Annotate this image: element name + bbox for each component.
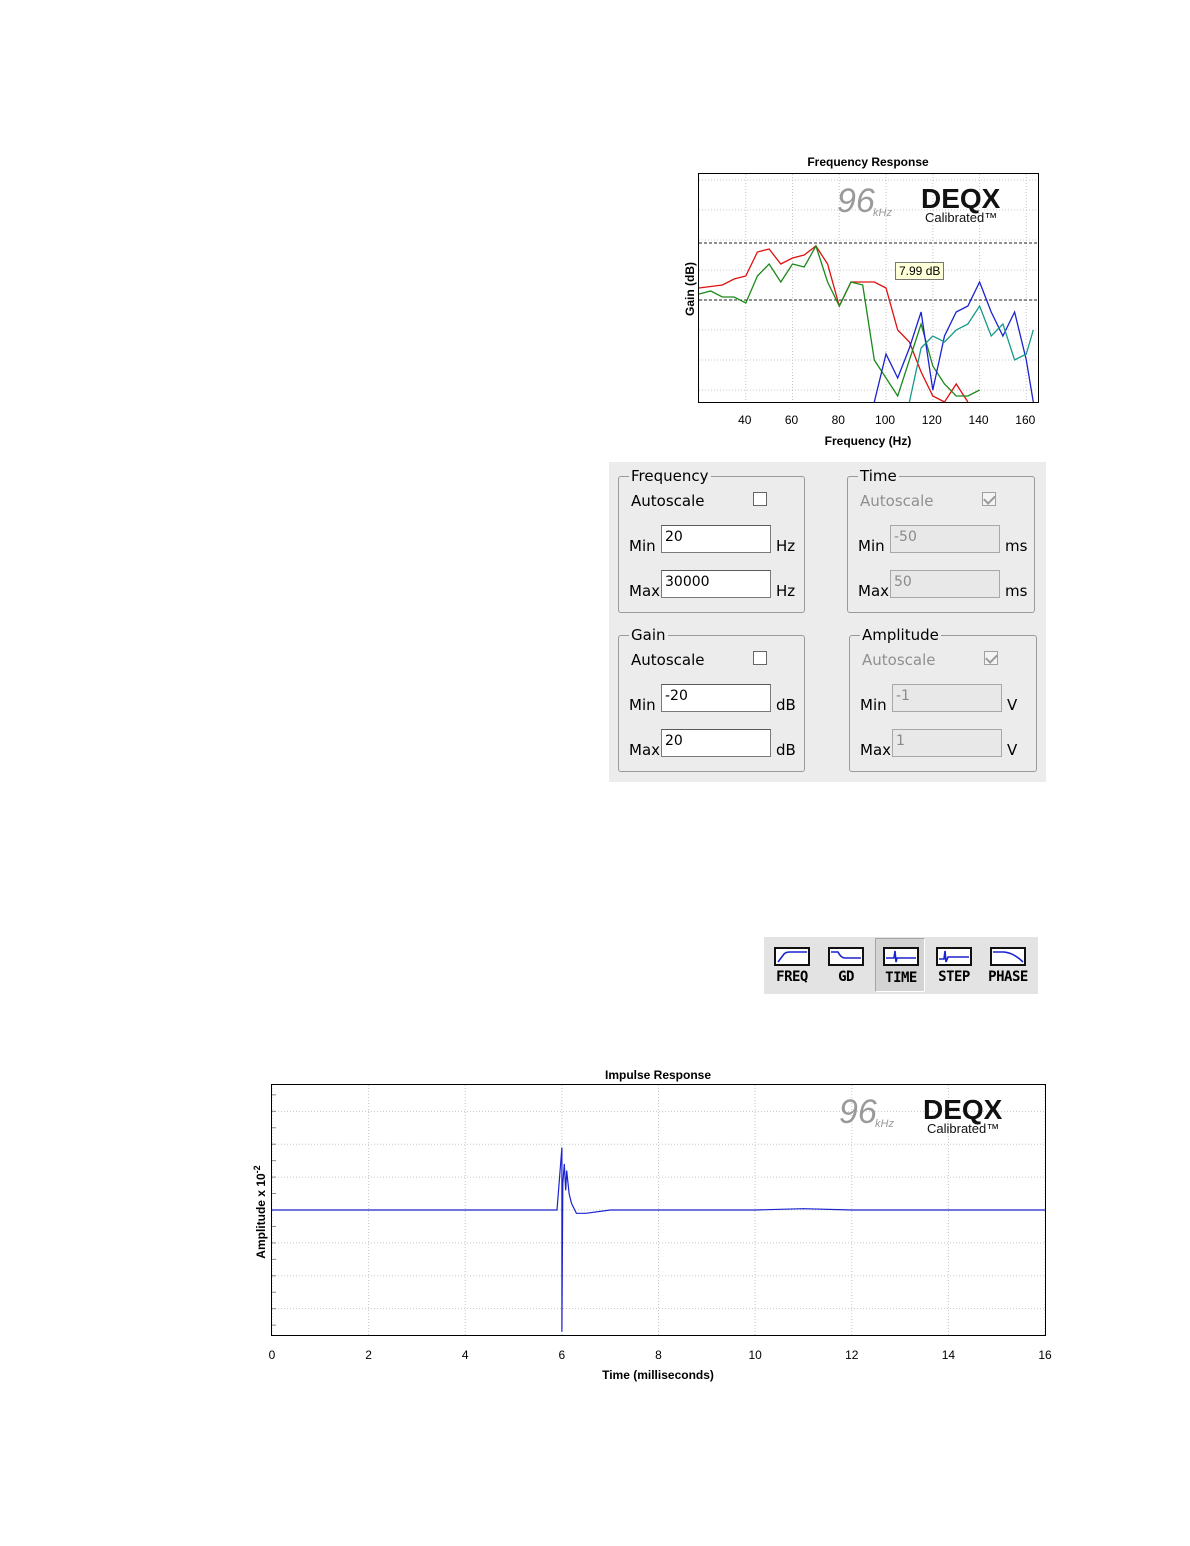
gain-max-unit: dB <box>776 741 796 759</box>
step-icon <box>936 947 972 966</box>
freq-x-tick-3: 100 <box>875 413 896 427</box>
gain-min-input[interactable]: -20 <box>661 684 771 712</box>
imp-x-tick-1: 2 <box>365 1348 372 1362</box>
frequency-max-label: Max <box>629 582 661 600</box>
freq-logo <box>835 178 1035 231</box>
phase-button-label: PHASE <box>988 969 1028 985</box>
amplitude-max-label: Max <box>860 741 892 759</box>
frequency-autoscale-label: Autoscale <box>631 492 705 510</box>
time-autoscale-checkbox[interactable] <box>982 492 996 506</box>
freq-x-tick-4: 120 <box>921 413 942 427</box>
frequency-min-unit: Hz <box>776 537 796 555</box>
impulse-x-ticks <box>264 1348 1064 1364</box>
frequency-group-title: Frequency <box>631 467 709 485</box>
step-view-button[interactable] <box>929 939 979 993</box>
gd-button-label: GD <box>838 969 854 985</box>
step-button-label: STEP <box>938 969 970 985</box>
freq-curve-icon <box>774 947 810 966</box>
gain-tooltip: 7.99 dB <box>895 262 944 280</box>
gd-view-button[interactable] <box>821 939 871 993</box>
amplitude-min-unit: V <box>1007 696 1018 714</box>
freq-x-tick-2: 80 <box>831 413 845 427</box>
time-max-label: Max <box>858 582 890 600</box>
freq-x-tick-6: 160 <box>1015 413 1036 427</box>
imp-x-tick-3: 6 <box>558 1348 566 1362</box>
freq-plot-area[interactable] <box>698 173 1039 403</box>
phase-icon <box>990 947 1026 966</box>
amplitude-autoscale-label: Autoscale <box>862 651 936 669</box>
logo-khz-text: kHz <box>873 207 892 219</box>
gain-min-unit: dB <box>776 696 796 714</box>
amplitude-group-title: Amplitude <box>862 626 939 644</box>
freq-x-axis-label: Frequency (Hz) <box>824 434 912 448</box>
impulse-chart-title: Impulse Response <box>604 1068 712 1082</box>
view-toolbar <box>764 937 1038 994</box>
freq-button-label: FREQ <box>776 969 808 985</box>
amplitude-min-label: Min <box>860 696 887 714</box>
impulse-plot-area[interactable] <box>271 1084 1046 1336</box>
gain-group-title: Gain <box>631 626 666 644</box>
phase-view-button[interactable] <box>983 939 1033 993</box>
time-min-input[interactable]: -50 <box>890 525 1000 553</box>
impulse-x-axis-label: Time (milliseconds) <box>602 1368 714 1382</box>
axis-settings-panel <box>609 462 1046 782</box>
freq-x-tick-5: 140 <box>968 413 989 427</box>
amplitude-min-input[interactable]: -1 <box>892 684 1002 712</box>
logo-brand-text: DEQX <box>923 1094 1003 1125</box>
time-button-label: TIME <box>885 970 917 986</box>
gain-max-label: Max <box>629 741 661 759</box>
impulse-icon <box>883 947 919 966</box>
time-view-button[interactable] <box>875 938 925 992</box>
impulse-logo <box>837 1089 1037 1142</box>
frequency-max-input[interactable]: 30000 <box>661 570 771 598</box>
time-min-unit: ms <box>1005 537 1028 555</box>
freq-view-button[interactable] <box>767 939 817 993</box>
frequency-min-input[interactable]: 20 <box>661 525 771 553</box>
time-autoscale-label: Autoscale <box>860 492 934 510</box>
logo-brand-text: DEQX <box>921 183 1001 214</box>
time-max-unit: ms <box>1005 582 1028 600</box>
logo-sub-text: Calibrated™ <box>927 1121 1000 1136</box>
imp-x-tick-5: 10 <box>748 1348 762 1362</box>
impulse-y-axis-label-text: Amplitude x 10 <box>254 1173 268 1259</box>
gain-min-label: Min <box>629 696 656 714</box>
group-delay-icon <box>828 947 864 966</box>
amplitude-max-unit: V <box>1007 741 1018 759</box>
frequency-min-label: Min <box>629 537 656 555</box>
impulse-y-axis-label <box>252 1132 268 1292</box>
logo-96-text: 96 <box>839 1093 877 1131</box>
impulse-y-axis-label-exp: -2 <box>252 1165 262 1174</box>
time-min-label: Min <box>858 537 885 555</box>
freq-x-tick-1: 60 <box>784 413 799 427</box>
imp-x-tick-6: 12 <box>845 1348 859 1362</box>
freq-chart-title: Frequency Response <box>807 155 929 169</box>
gain-autoscale-label: Autoscale <box>631 651 705 669</box>
imp-x-tick-7: 14 <box>941 1348 956 1362</box>
time-group <box>847 467 1035 613</box>
logo-96-text: 96 <box>837 182 875 220</box>
imp-x-tick-0: 0 <box>268 1348 276 1362</box>
imp-x-tick-4: 8 <box>655 1348 662 1362</box>
gain-max-input[interactable]: 20 <box>661 729 771 757</box>
time-group-title: Time <box>860 467 897 485</box>
imp-x-tick-8: 16 <box>1038 1348 1052 1362</box>
amplitude-group <box>849 626 1037 772</box>
frequency-max-unit: Hz <box>776 582 796 600</box>
logo-khz-text: kHz <box>875 1118 894 1130</box>
freq-y-axis-label: Gain (dB) <box>683 262 697 316</box>
gain-autoscale-checkbox[interactable] <box>753 651 767 665</box>
freq-x-ticks <box>698 413 1058 429</box>
frequency-autoscale-checkbox[interactable] <box>753 492 767 506</box>
time-max-input[interactable]: 50 <box>890 570 1000 598</box>
logo-sub-text: Calibrated™ <box>925 210 998 225</box>
gain-group <box>618 626 805 772</box>
freq-x-tick-0: 40 <box>738 413 752 427</box>
frequency-group <box>618 467 805 613</box>
imp-x-tick-2: 4 <box>461 1348 469 1362</box>
amplitude-max-input[interactable]: 1 <box>892 729 1002 757</box>
amplitude-autoscale-checkbox[interactable] <box>984 651 998 665</box>
